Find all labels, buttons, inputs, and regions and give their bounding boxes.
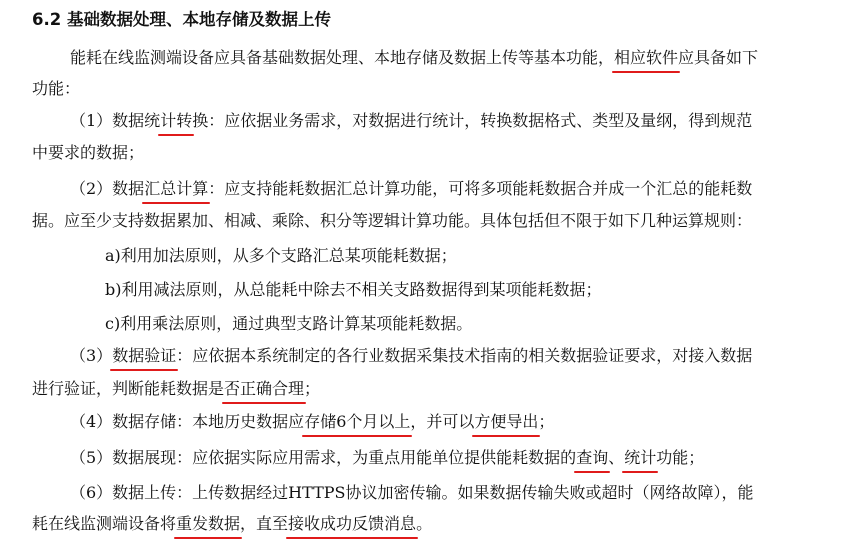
- text: 、: [608, 448, 625, 467]
- text: （2）数据: [70, 179, 145, 198]
- item-3-line-1: [70, 344, 752, 368]
- item-4: [70, 410, 554, 434]
- rule-b: b)利用减法原则，从总能耗中除去不相关支路数据得到某项能耗数据；: [105, 280, 602, 299]
- text: （3）: [70, 346, 113, 365]
- text: 耗在线监测端设备将: [32, 514, 177, 533]
- text: ，直至: [240, 514, 289, 533]
- rule-c: c)利用乘法原则，通过典型支路计算某项能耗数据。: [105, 314, 473, 333]
- item-3-line-2: [32, 377, 320, 401]
- underlined-text: 汇总计算: [144, 177, 208, 201]
- text: （1）数据统: [70, 111, 161, 130]
- item-6-line-1: （6）数据上传：上传数据经过HTTPS协议加密传输。如果数据传输失败或超时（网络故障），能: [70, 483, 754, 502]
- item-1-line-1: [70, 109, 752, 133]
- rule-a: a)利用加法原则，从多个支路汇总某项能耗数据；: [105, 246, 457, 265]
- text: （5）数据展现：应依据实际应用需求，为重点用能单位提供能耗数据的: [70, 448, 577, 467]
- item-5: [70, 446, 704, 470]
- item-2-line-1: [70, 177, 752, 201]
- text: 换：应依据业务需求，对数据进行统计，转换数据格式、类型及量纲，得到规范: [192, 111, 753, 130]
- text: ，并可以: [410, 412, 475, 431]
- text: 功能；: [656, 448, 705, 467]
- text: ；: [538, 412, 555, 431]
- underlined-text: 重发数据: [176, 512, 240, 536]
- underlined-text: 否正确合理: [224, 377, 304, 401]
- underlined-text: 接收成功反馈消息: [288, 512, 416, 536]
- text: ；: [304, 379, 321, 398]
- text: ：应支持能耗数据汇总计算功能，可将多项能耗数据合并成一个汇总的能耗数: [208, 179, 753, 198]
- underlined-text: 数据验证: [112, 344, 176, 368]
- text: （4）数据存储：本地历史数据应: [70, 412, 305, 431]
- text: ：应依据本系统制定的各行业数据采集技术指南的相关数据验证要求，对接入数据: [176, 346, 753, 365]
- text: 进行验证，判断能耗数据是: [32, 379, 225, 398]
- underlined-text: 存储6个月以上: [304, 410, 410, 434]
- underlined-text: 方便导出: [474, 410, 538, 434]
- text: 。: [416, 514, 433, 533]
- underlined-text: 相应软件: [614, 46, 678, 70]
- item-1-line-2: 中要求的数据；: [32, 143, 145, 162]
- underlined-text: 计转: [160, 109, 192, 133]
- underlined-text: 查询: [576, 446, 608, 470]
- item-6-line-2: [32, 512, 432, 536]
- text: 应具备如下: [678, 48, 759, 67]
- underlined-text: 统计: [624, 446, 656, 470]
- intro-line-2: 功能：: [32, 79, 81, 98]
- text: 能耗在线监测端设备应具备基础数据处理、本地存储及数据上传等基本功能，: [70, 48, 615, 67]
- intro-line-1: [70, 46, 758, 70]
- section-heading: 6.2 基础数据处理、本地存储及数据上传: [32, 10, 331, 29]
- item-2-line-2: 据。应至少支持数据累加、相减、乘除、积分等逻辑计算功能。具体包括但不限于如下几种运算规则：: [32, 211, 753, 230]
